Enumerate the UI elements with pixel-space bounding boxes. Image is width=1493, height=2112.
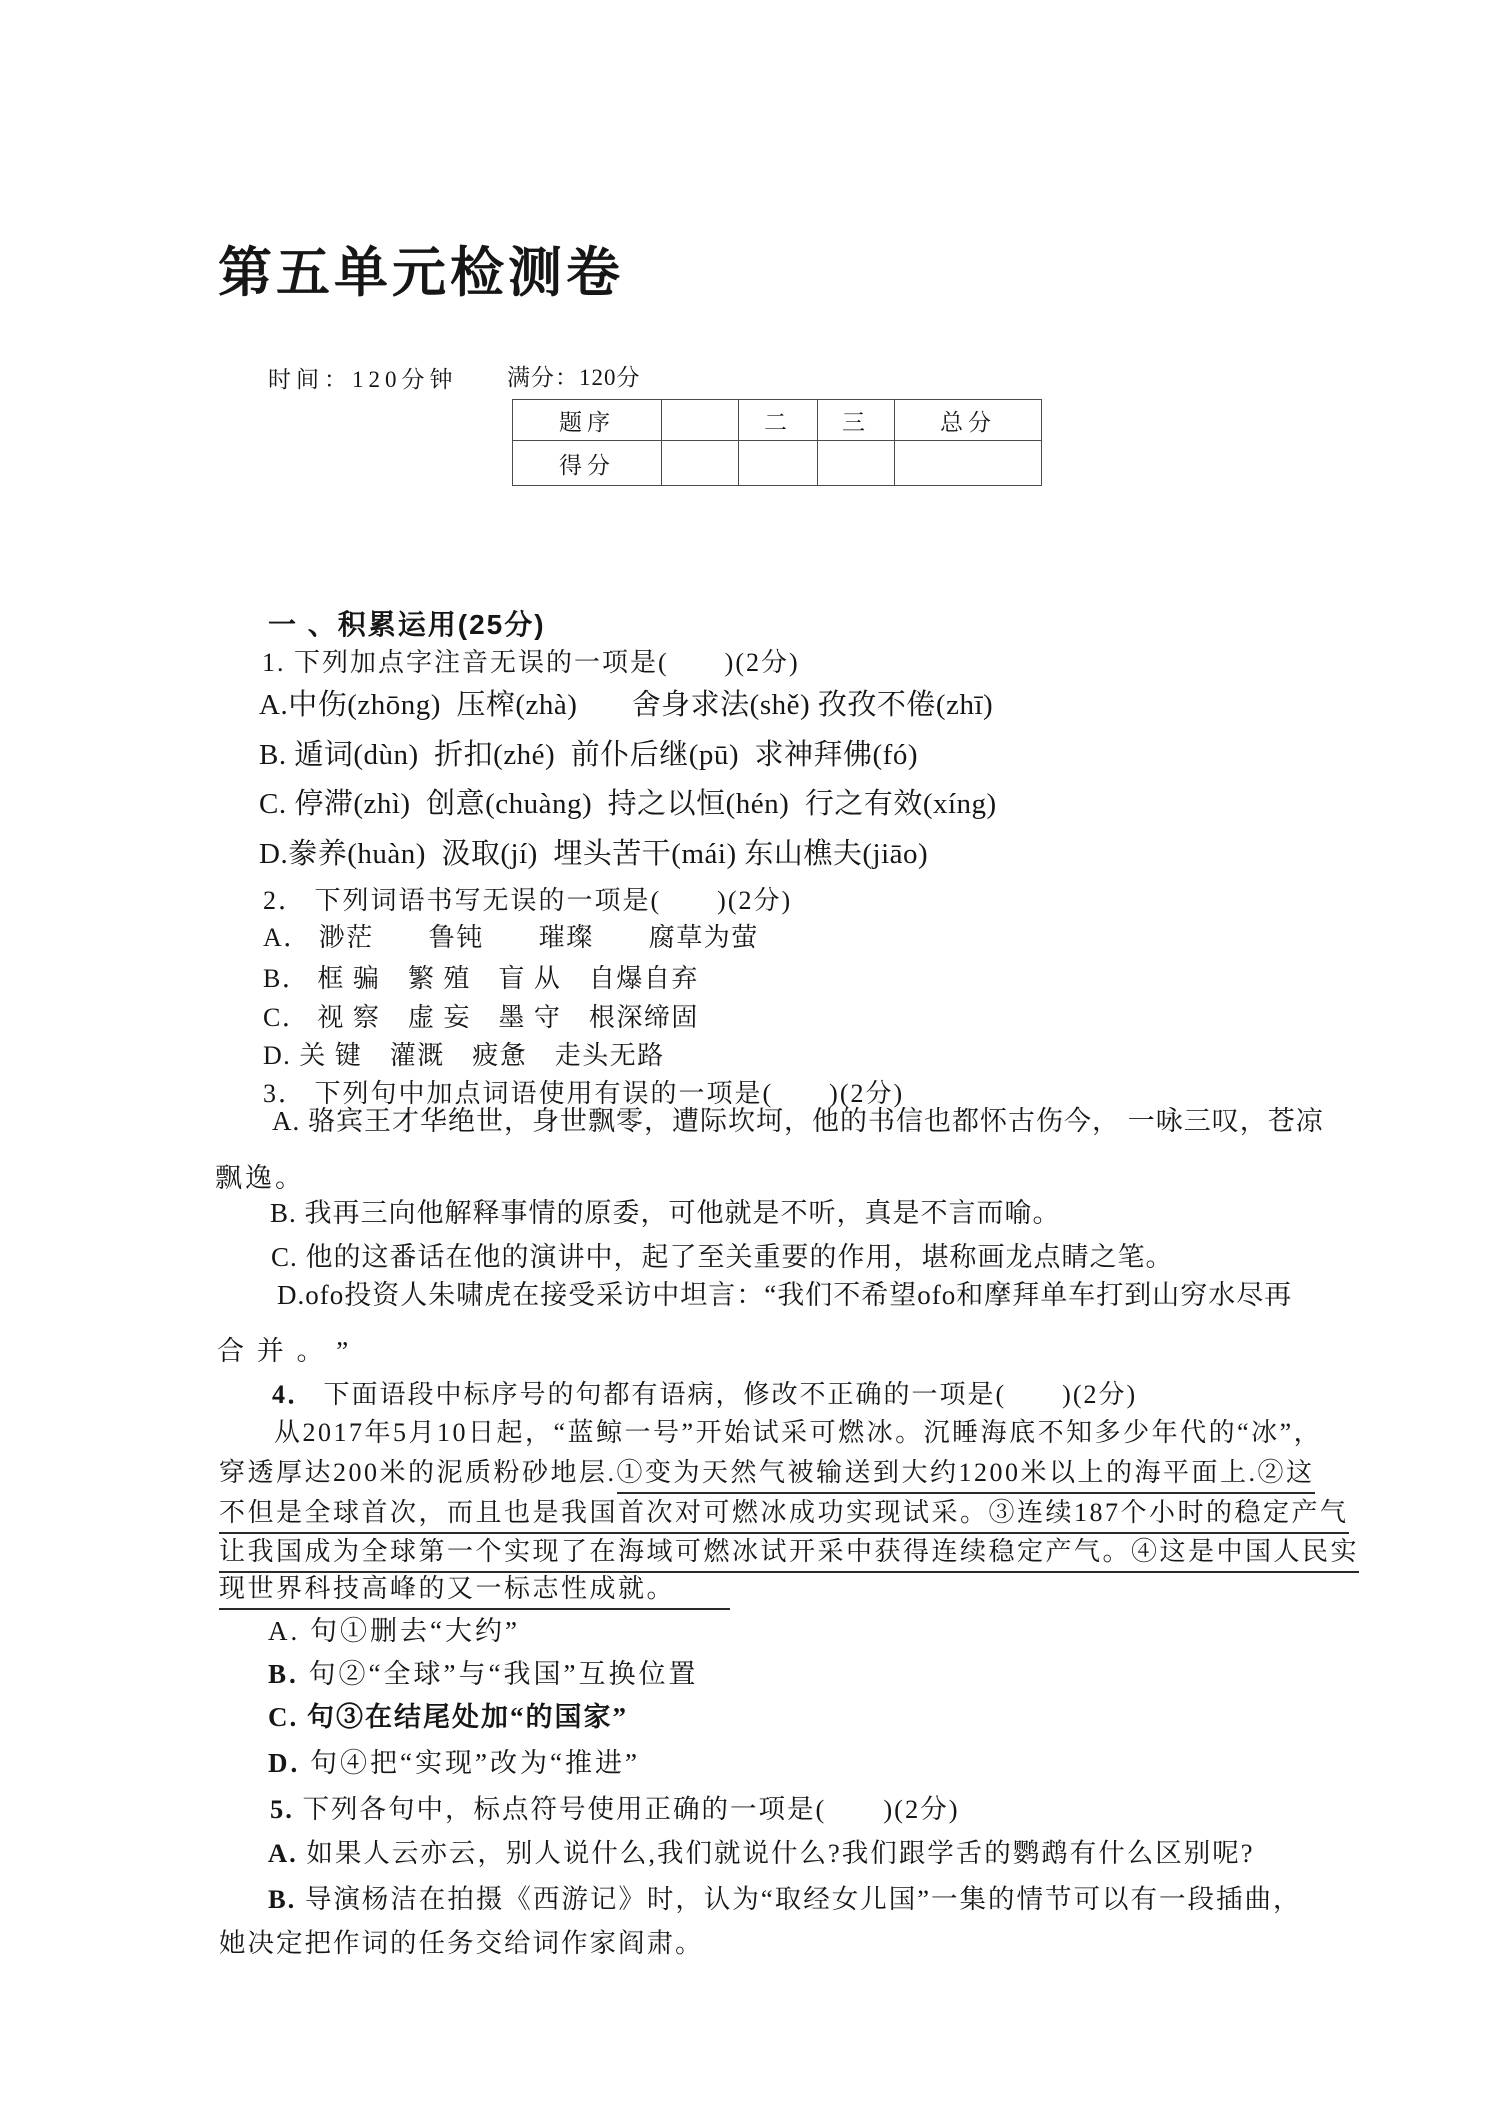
- section1-heading: 一 、积累运用(25分): [268, 609, 546, 640]
- q1-stem: 1. 下列加点字注音无误的一项是( )(2分): [262, 648, 800, 677]
- meta-time: 时间：120分钟: [268, 367, 458, 392]
- q4-paragraph-line3-text: 不但是全球首次，而且也是我国首次对可燃冰成功实现试采。③连续187个小时的稳定产气: [219, 1498, 1349, 1534]
- q4-stem-number: 4．: [272, 1380, 316, 1409]
- q3-option-d-line1: D.ofo投资人朱啸虎在接受采访中坦言：“我们不希望ofo和摩拜单车打到山穷水尽再: [277, 1280, 1293, 1310]
- q3-option-c: C. 他的这番话在他的演讲中，起了至关重要的作用，堪称画龙点睛之笔。: [271, 1242, 1174, 1272]
- score-table-cell: 得分: [513, 441, 662, 486]
- q4-option-c: C. 句③在结尾处加“的国家”: [268, 1702, 628, 1732]
- q4-option-d-text: 句④把“实现”改为“推进”: [300, 1748, 640, 1778]
- q3-option-d-line2: 合 并 。 ”: [217, 1336, 352, 1366]
- q2-stem: 2． 下列词语书写无误的一项是( )(2分): [263, 886, 793, 915]
- q4-option-b-label: B.: [268, 1659, 299, 1689]
- q2-option-d: D. 关 键 灌溉 疲惫 走头无路: [263, 1041, 665, 1070]
- score-table-cell: [895, 441, 1042, 486]
- q2-option-c: C． 视 察 虚 妄 墨 守 根深缔固: [263, 1003, 699, 1032]
- score-table-cell: 总分: [895, 400, 1042, 441]
- q1-option-b: B. 遁词(dùn) 折扣(zhé) 前仆后继(pū) 求神拜佛(fó): [259, 739, 919, 771]
- q5-stem: [270, 1794, 960, 1825]
- q2-option-b: B． 框 骗 繁 殖 盲 从 自爆自弃: [263, 964, 699, 993]
- q4-paragraph-line2-plain: 穿透厚达200米的泥质粉砂地层.: [219, 1458, 617, 1487]
- q5-option-a: [268, 1838, 1255, 1869]
- q3-option-a-line1: A. 骆宾王才华绝世，身世飘零，遭际坎坷，他的书信也都怀古伤今， 一咏三叹，苍凉: [272, 1106, 1324, 1136]
- q4-paragraph-line1: 从2017年5月10日起，“蓝鲸一号”开始试采可燃冰。沉睡海底不知多少年代的“冰”，: [274, 1418, 1323, 1447]
- q4-option-d: [268, 1748, 640, 1780]
- q4-option-b-text: 句②“全球”与“我国”互换位置: [298, 1659, 699, 1689]
- q5-stem-number: 5.: [270, 1794, 294, 1824]
- page-title: 第五单元检测卷: [218, 243, 624, 303]
- q1-option-d: D.豢养(huàn) 汲取(jí) 埋头苦干(mái) 东山樵夫(jiāo): [259, 838, 929, 870]
- q3-option-b: B. 我再三向他解释事情的原委，可他就是不听，真是不言而喻。: [270, 1198, 1061, 1228]
- q4-paragraph-line4: [219, 1537, 1359, 1568]
- q1-option-a: A.中伤(zhōng) 压榨(zhà) 舍身求法(shě) 孜孜不倦(zhī): [259, 689, 994, 721]
- q5-option-b-label: B.: [268, 1884, 297, 1914]
- q4-option-b: [268, 1659, 698, 1691]
- q4-paragraph-line2: [219, 1458, 1315, 1489]
- meta-full-score: 满分：120分: [507, 365, 641, 390]
- score-table-cell: [662, 441, 739, 486]
- q5-option-b-line2: 她决定把作词的任务交给词作家阎肃。: [219, 1928, 704, 1958]
- q4-stem-text: 下面语段中标序号的句都有语病，修改不正确的一项是( )(2分): [315, 1380, 1138, 1409]
- q5-option-a-text: 如果人云亦云，别人说什么,我们就说什么?我们跟学舌的鹦鹉有什么区别呢?: [297, 1838, 1255, 1868]
- q4-stem: [272, 1380, 1137, 1411]
- q4-paragraph-line5: [219, 1574, 730, 1605]
- score-table-cell: 二: [739, 400, 818, 441]
- q4-option-a: A. 句①删去“大约”: [268, 1616, 520, 1646]
- q3-stem: 3． 下列句中加点词语使用有误的一项是( )(2分): [263, 1079, 905, 1108]
- score-table: [512, 399, 1042, 486]
- score-table-cell: [662, 400, 739, 441]
- score-table-cell: [739, 441, 818, 486]
- score-table-score-row: [513, 441, 1042, 486]
- q4-paragraph-line4-text: 让我国成为全球第一个实现了在海域可燃冰试开采中获得连续稳定产气。④这是中国人民实: [219, 1537, 1359, 1573]
- q4-paragraph-line2-underlined: ①变为天然气被输送到大约1200米以上的海平面上.②这: [617, 1458, 1315, 1494]
- q2-option-a: A． 渺茫 鲁钝 璀璨 腐草为萤: [263, 923, 759, 952]
- q5-stem-text: 下列各句中，标点符号使用正确的一项是( )(2分): [293, 1794, 960, 1824]
- score-table-cell: [818, 441, 895, 486]
- q1-option-c: C. 停滞(zhì) 创意(chuàng) 持之以恒(hén) 行之有效(xíng): [259, 788, 997, 820]
- q4-paragraph-line5-text: 现世界科技高峰的又一标志性成就。: [219, 1574, 730, 1610]
- q5-option-a-label: A.: [268, 1838, 298, 1868]
- q5-option-b-text: 导演杨洁在拍摄《西游记》时，认为“取经女儿国”一集的情节可以有一段插曲，: [296, 1884, 1302, 1914]
- q3-option-a-line2: 飘逸。: [215, 1163, 305, 1193]
- score-table-cell: 三: [818, 400, 895, 441]
- q4-paragraph-line3: [219, 1498, 1349, 1529]
- score-table-header-row: [513, 400, 1042, 441]
- q4-option-d-label: D.: [268, 1748, 301, 1778]
- q5-option-b: [268, 1884, 1301, 1915]
- score-table-cell: 题序: [513, 400, 662, 441]
